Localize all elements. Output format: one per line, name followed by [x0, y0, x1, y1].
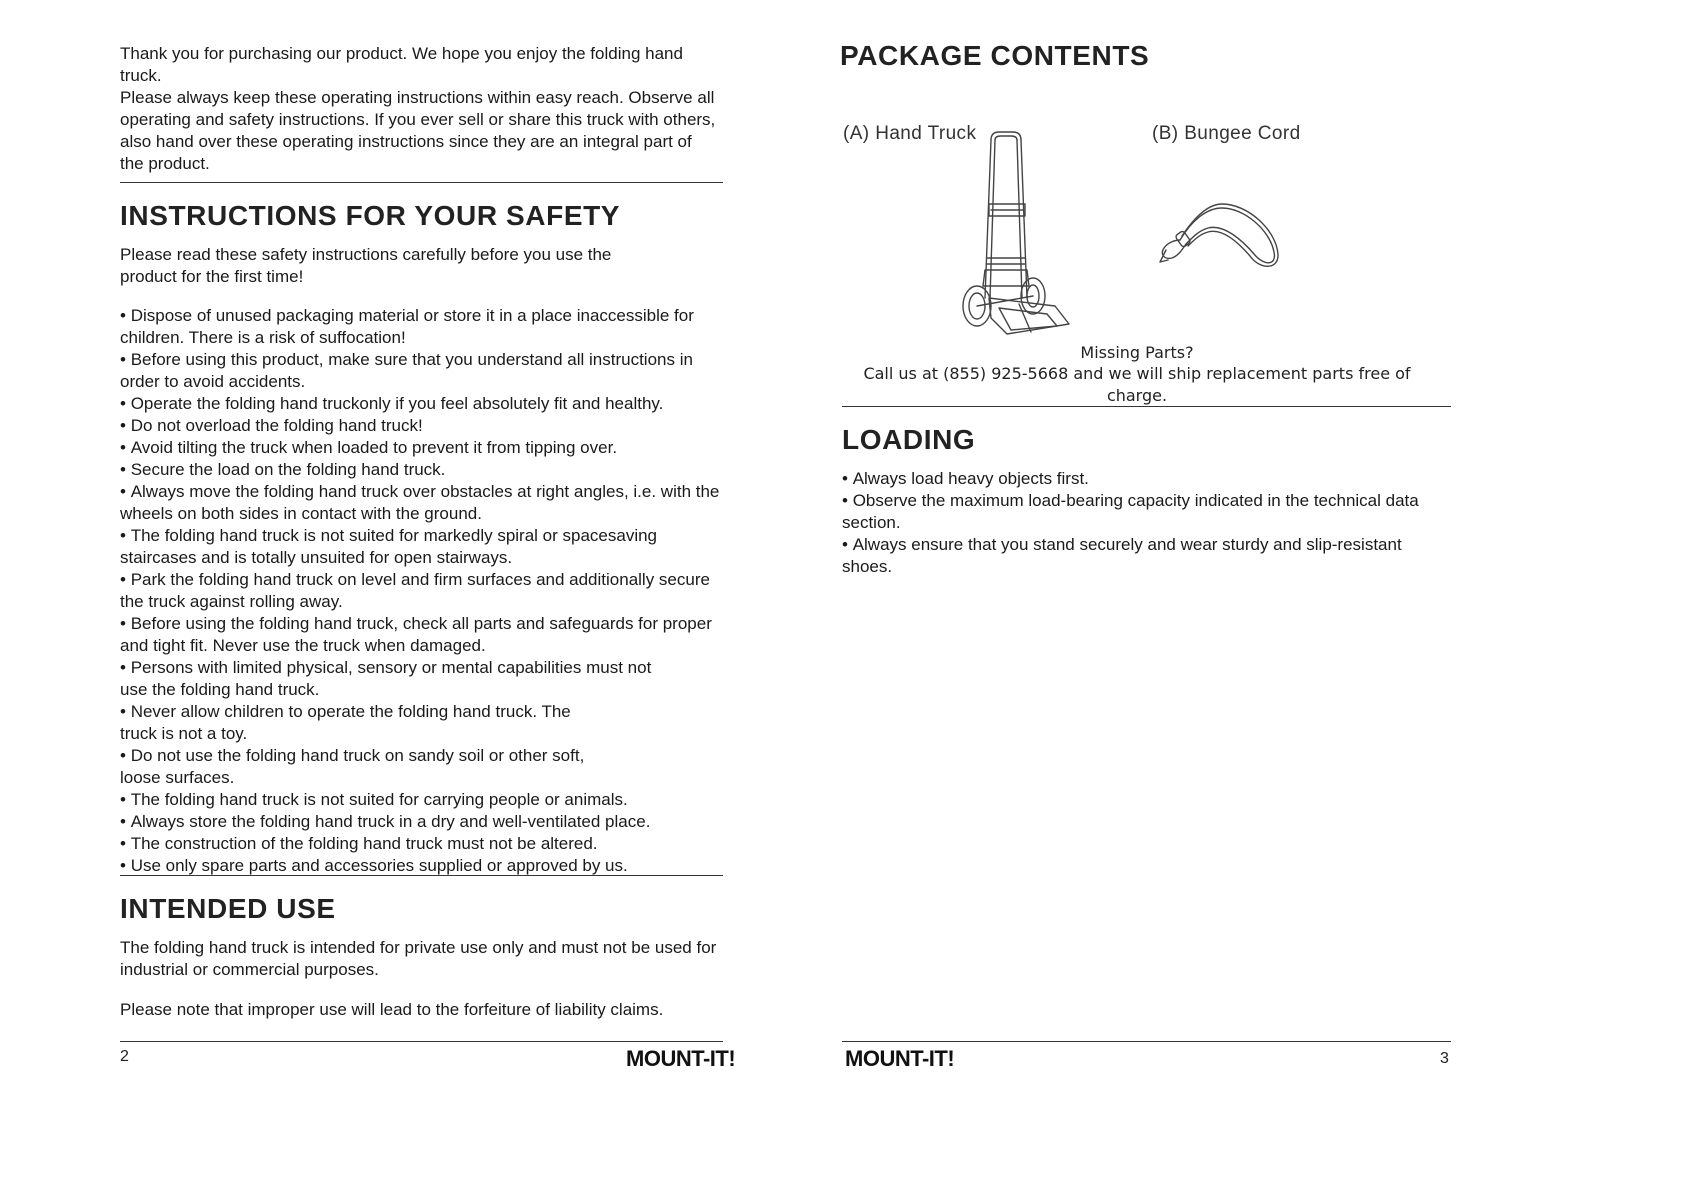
safety-bullet-list: [120, 305, 720, 877]
list-item: • The folding hand truck is not suited for markedly spiral or spacesaving staircases and is totally unsuited for open stairways.: [120, 525, 720, 569]
list-item: • Secure the load on the folding hand truck.: [120, 459, 720, 481]
list-item: • Operate the folding hand truckonly if you feel absolutely fit and healthy.: [120, 393, 720, 415]
left-page: [0, 0, 842, 1195]
intro-paragraph-1: Thank you for purchasing our product. We hope you enjoy the folding hand truck.: [120, 44, 683, 85]
intro-paragraph-2: Please always keep these operating instructions within easy reach. Observe all operating and safety instructions. If you ever sell or share this truck with others, also hand over these operating instructions since they are an integral part of the product.: [120, 88, 716, 173]
list-item: • Before using the folding hand truck, check all parts and safeguards for proper and tight fit. Never use the truck when damaged.: [120, 613, 720, 657]
list-item: • The construction of the folding hand truck must not be altered.: [120, 833, 720, 855]
list-item: • Always load heavy objects first.: [842, 468, 1422, 490]
divider: [842, 406, 1451, 407]
item-b-label: (B) Bungee Cord: [1152, 123, 1301, 144]
package-contents-heading: PACKAGE CONTENTS: [840, 40, 1150, 71]
list-item: • Always ensure that you stand securely and wear sturdy and slip-resistant shoes.: [842, 534, 1422, 578]
loading-bullet-list: [842, 468, 1422, 578]
safety-section: [120, 244, 620, 288]
list-item: • Avoid tilting the truck when loaded to prevent it from tipping over.: [120, 437, 720, 459]
brand-logo: MOUNT-IT!: [845, 1046, 955, 1071]
list-item: • Before using this product, make sure that you understand all instructions in order to avoid accidents.: [120, 349, 720, 393]
intended-use-section: [120, 937, 720, 1021]
list-item: • Never allow children to operate the folding hand truck. The truck is not a toy.: [120, 701, 580, 745]
missing-parts-text: Call us at (855) 925-5668 and we will ship replacement parts free of charge.: [863, 364, 1411, 405]
list-item: • Do not use the folding hand truck on sandy soil or other soft, loose surfaces.: [120, 745, 600, 789]
right-page: [842, 0, 1685, 1195]
missing-parts-title: Missing Parts?: [1080, 343, 1194, 362]
intended-use-heading: INTENDED USE: [120, 893, 336, 924]
intro-section: [120, 43, 720, 175]
divider: [120, 875, 723, 876]
list-item: • Always store the folding hand truck in a dry and well-ventilated place.: [120, 811, 720, 833]
list-item: • Always move the folding hand truck over obstacles at right angles, i.e. with the wheels on both sides in contact with the ground.: [120, 481, 720, 525]
list-item: • Dispose of unused packaging material or store it in a place inaccessible for children. There is a risk of suffocation!: [120, 305, 720, 349]
safety-lead: Please read these safety instructions carefully before you use the product for the first time!: [120, 245, 612, 286]
footer-divider: [842, 1041, 1451, 1042]
page-number: 3: [1440, 1050, 1449, 1067]
list-item: • Use only spare parts and accessories supplied or approved by us.: [120, 855, 720, 877]
list-item: • Observe the maximum load-bearing capacity indicated in the technical data section.: [842, 490, 1422, 534]
safety-heading: INSTRUCTIONS FOR YOUR SAFETY: [120, 200, 621, 231]
item-a-label: (A) Hand Truck: [843, 123, 977, 144]
brand-logo: MOUNT-IT!: [626, 1046, 736, 1071]
intended-use-paragraph-1: The folding hand truck is intended for private use only and must not be used for industrial or commercial purposes.: [120, 938, 717, 979]
footer-divider: [120, 1041, 723, 1042]
list-item: • The folding hand truck is not suited for carrying people or animals.: [120, 789, 720, 811]
intended-use-paragraph-2: Please note that improper use will lead to the forfeiture of liability claims.: [120, 1000, 664, 1019]
list-item: • Persons with limited physical, sensory or mental capabilities must not use the folding hand truck.: [120, 657, 660, 701]
hand-truck-illustration: [947, 128, 1072, 338]
bungee-cord-illustration: [1152, 200, 1287, 270]
divider: [120, 182, 723, 183]
page-number: 2: [120, 1048, 129, 1065]
list-item: • Do not overload the folding hand truck!: [120, 415, 720, 437]
list-item: • Park the folding hand truck on level and firm surfaces and additionally secure the truck against rolling away.: [120, 569, 720, 613]
loading-heading: LOADING: [842, 424, 976, 455]
